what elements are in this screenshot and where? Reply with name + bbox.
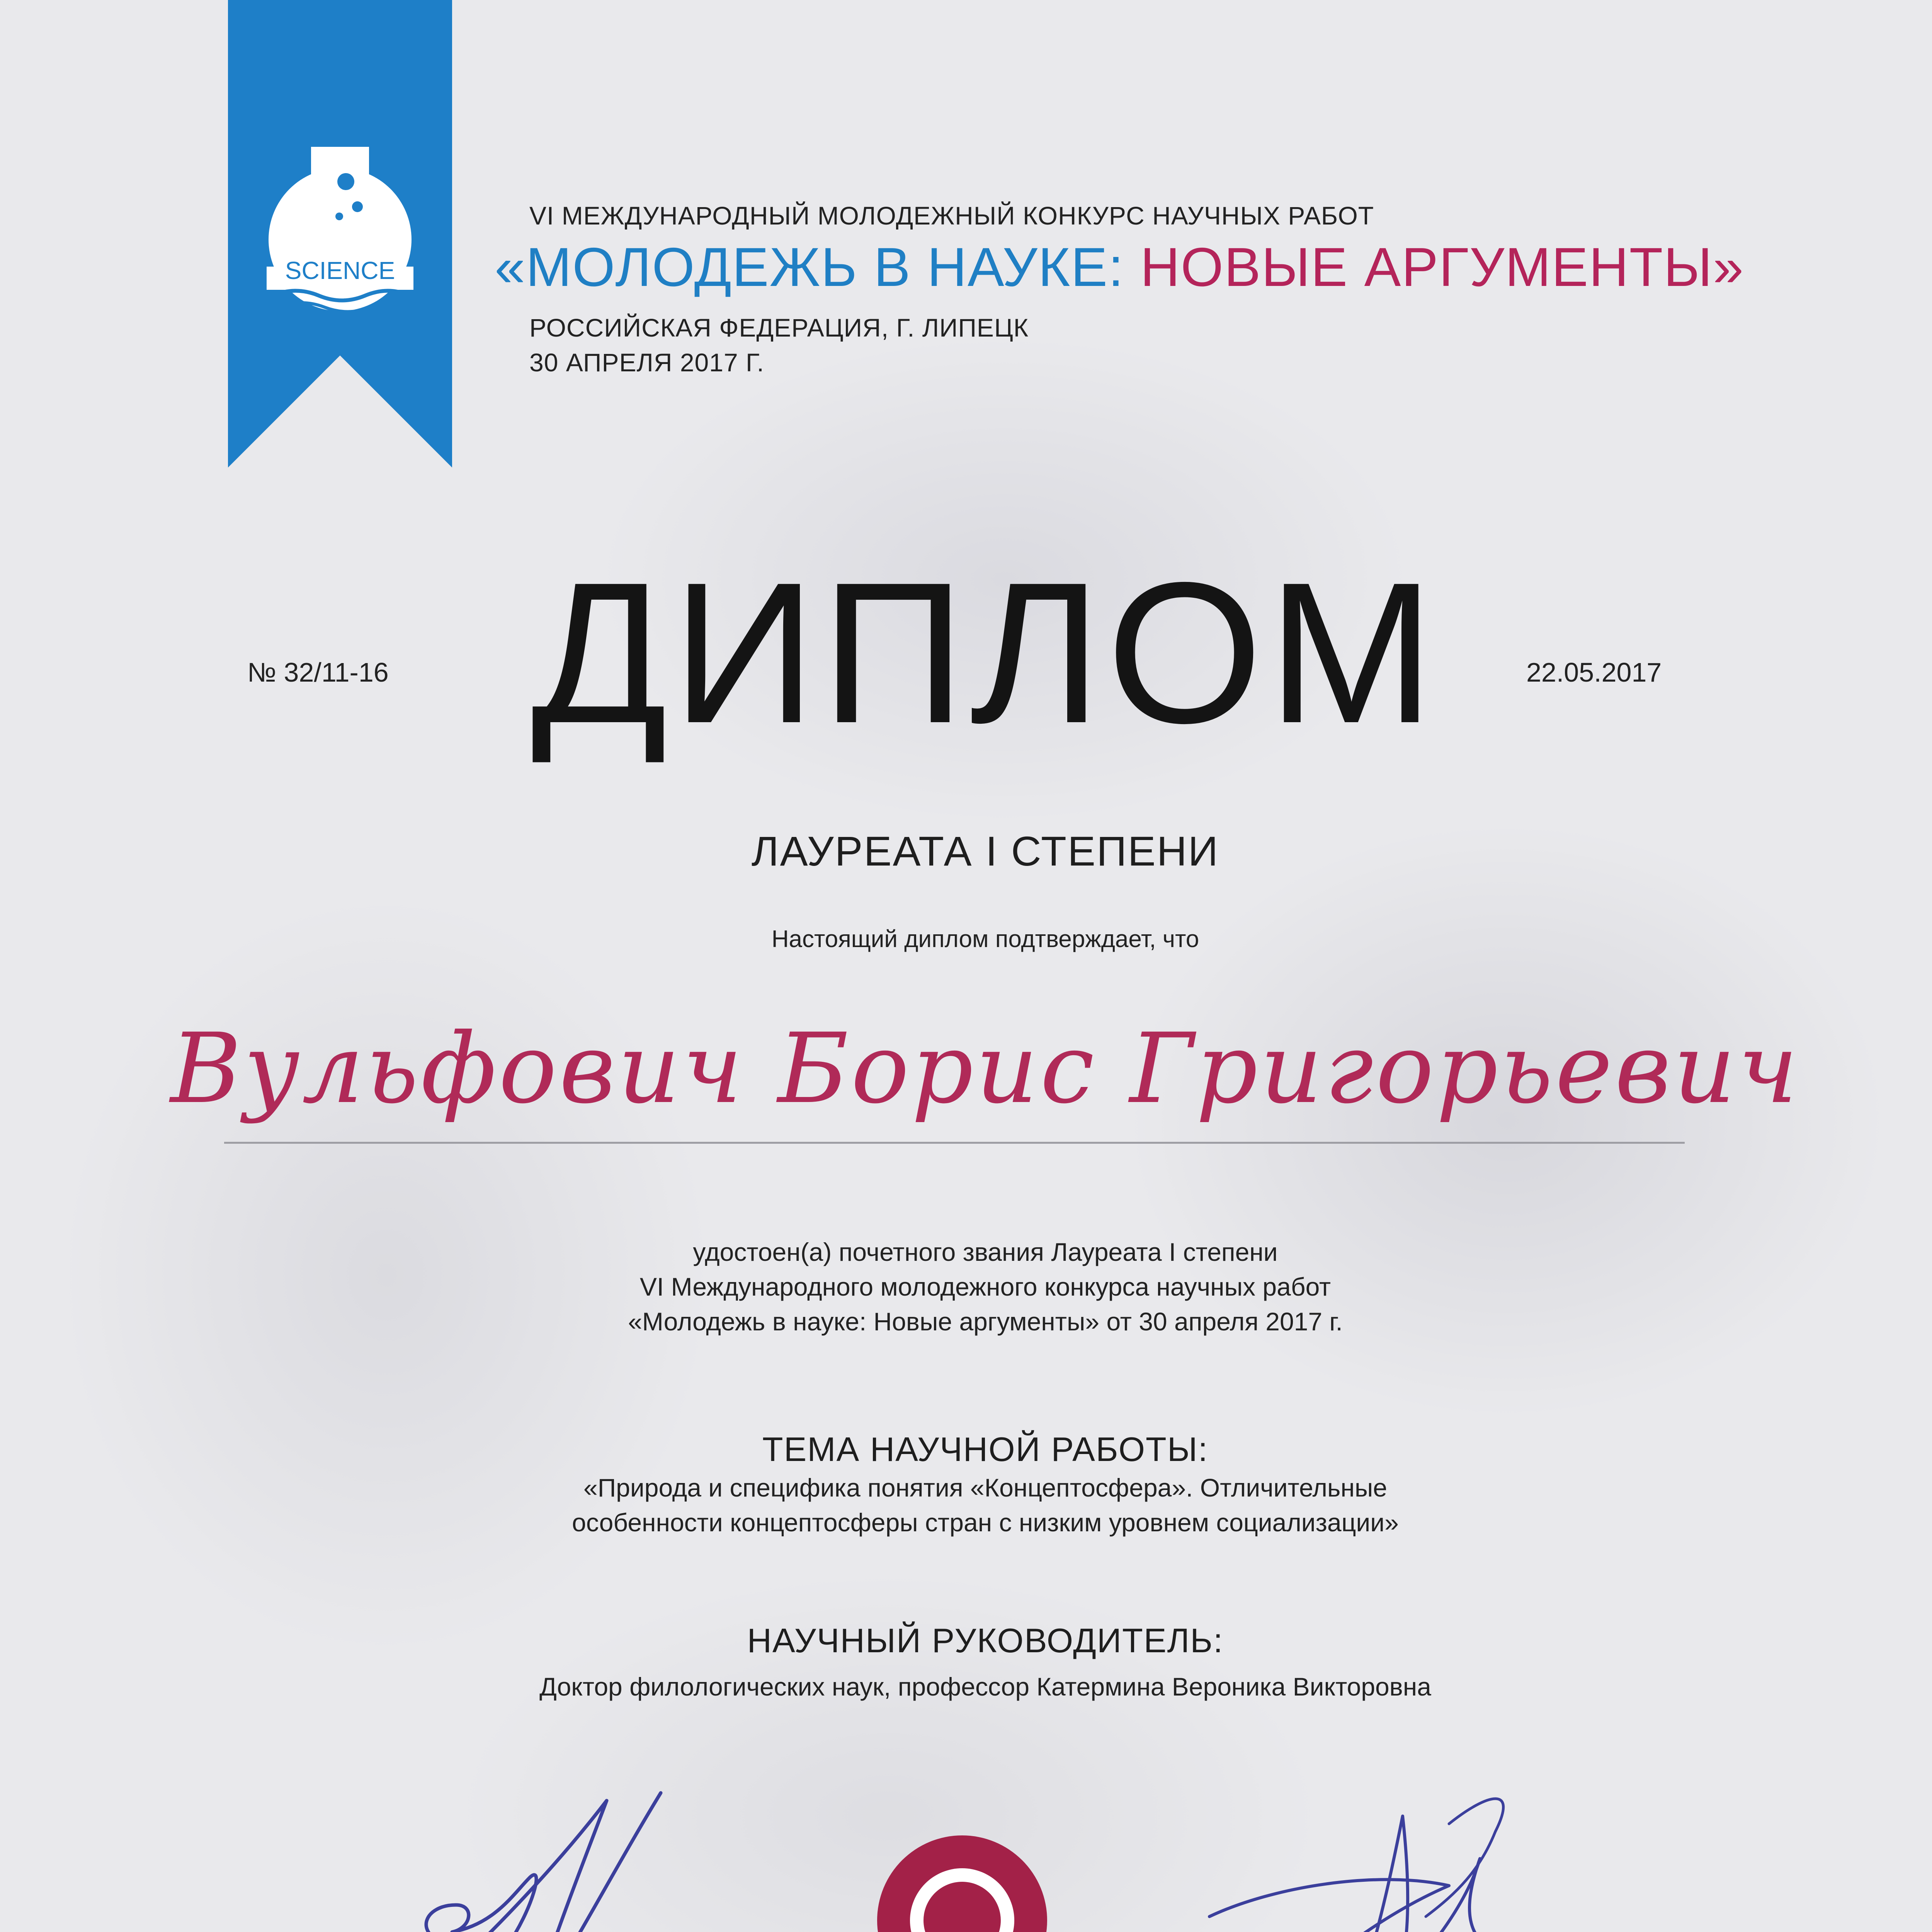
contest-title [495, 236, 1744, 299]
logo-text: SCIENCE [285, 257, 395, 284]
contest-place: РОССИЙСКАЯ ФЕДЕРАЦИЯ, Г. ЛИПЕЦК [529, 313, 1029, 342]
topic-heading: ТЕМА НАУЧНОЙ РАБОТЫ: [762, 1430, 1209, 1468]
diploma-title: ДИПЛОМ [531, 541, 1440, 765]
issue-date: 22.05.2017 [1526, 657, 1662, 687]
contest-title-part2: НОВЫЕ АРГУМЕНТЫ» [1140, 236, 1745, 298]
topic-line-1: «Природа и специфика понятия «Концептосфера». Отличительные [583, 1473, 1387, 1502]
document-number: № 32/11-16 [247, 657, 389, 687]
contest-edition: VI МЕЖДУНАРОДНЫЙ МОЛОДЕЖНЫЙ КОНКУРС НАУЧНЫХ РАБОТ [529, 201, 1374, 230]
diploma-degree: ЛАУРЕАТА I СТЕПЕНИ [751, 828, 1219, 874]
contest-title-part1: «МОЛОДЕЖЬ В НАУКЕ: [495, 236, 1124, 298]
topic-line-2: особенности концептосферы стран с низким уровнем социализации» [572, 1508, 1399, 1537]
recipient-underline [224, 1142, 1685, 1144]
supervisor-heading: НАУЧНЫЙ РУКОВОДИТЕЛЬ: [747, 1621, 1224, 1660]
chairman-signature [367, 1777, 734, 1932]
recipient-name: Вульфович Борис Григорьевич [170, 1012, 1801, 1125]
award-line-3: «Молодежь в науке: Новые аргументы» от 30 апреля 2017 г. [628, 1307, 1343, 1336]
secretary-signature [1209, 1799, 1526, 1932]
science-ribbon [228, 0, 452, 468]
award-line-2: VI Международного молодежного конкурса научных работ [639, 1272, 1331, 1301]
supervisor-name: Доктор филологических наук, профессор Катермина Вероника Викторовна [539, 1672, 1431, 1701]
award-rosette-icon [866, 1832, 1059, 1932]
contest-date: 30 АПРЕЛЯ 2017 Г. [529, 348, 765, 377]
award-line-1: удостоен(а) почетного звания Лауреата I степени [693, 1238, 1278, 1266]
confirm-text: Настоящий диплом подтверждает, что [771, 926, 1199, 952]
